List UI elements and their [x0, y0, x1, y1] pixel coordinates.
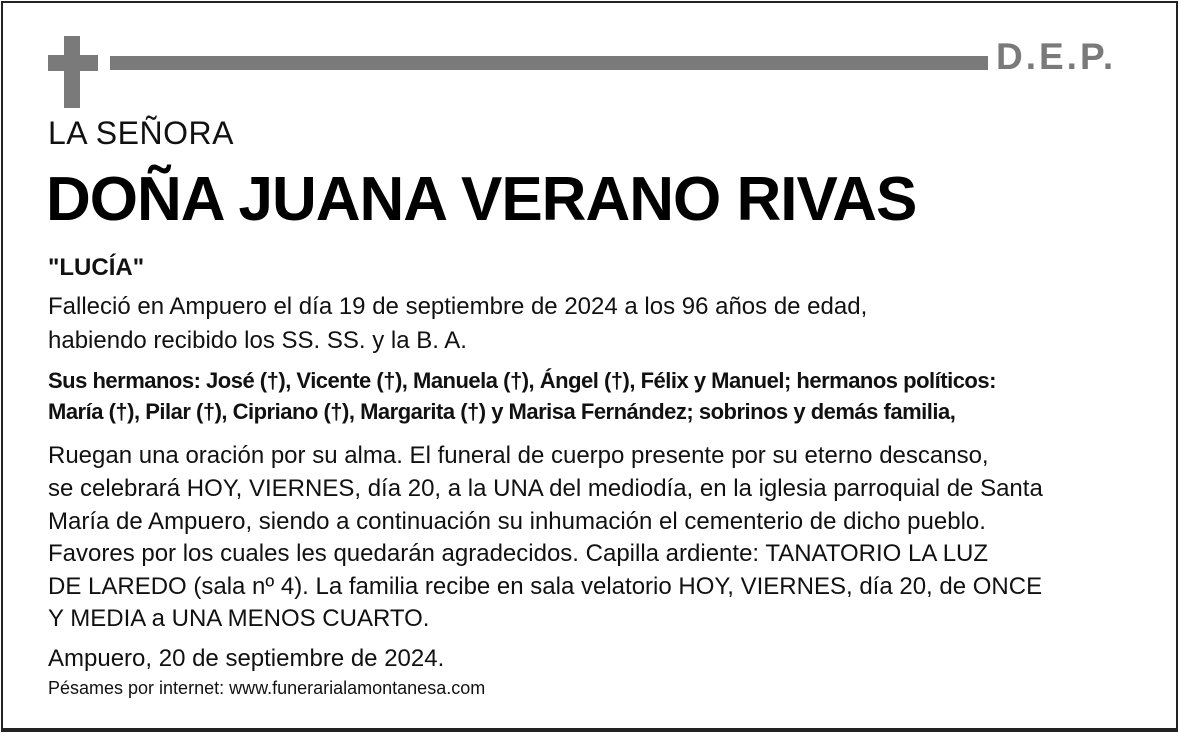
place-date: Ampuero, 20 de septiembre de 2024.	[48, 645, 445, 672]
death-line-2: habiendo recibido los SS. SS. y la B. A.	[48, 327, 467, 354]
body-line-5: DE LAREDO (sala nº 4). La familia recibe en sala velatorio HOY, VIERNES, día 20, de ONCE	[48, 573, 1043, 600]
body-line-1: Ruegan una oración por su alma. El funeral de cuerpo presente por su eterno descanso,	[48, 442, 989, 469]
cross-icon	[48, 36, 98, 108]
header-rule	[110, 56, 988, 70]
family-line-1: Sus hermanos: José (†), Vicente (†), Manuela (†), Ángel (†), Félix y Manuel; hermanos políticos:	[48, 368, 996, 393]
family-line-2: María (†), Pilar (†), Cipriano (†), Margarita (†) y Marisa Fernández; sobrinos y demás familia,	[48, 399, 956, 424]
body-line-3: María de Ampuero, siendo a continuación su inhumación el cementerio de dicho pueblo.	[48, 508, 986, 535]
body-line-6: Y MEDIA a UNA MENOS CUARTO.	[48, 605, 430, 632]
body-line-4: Favores por los cuales les quedarán agradecidos. Capilla ardiente: TANATORIO LA LUZ	[48, 540, 989, 567]
deceased-nickname: "LUCÍA"	[48, 254, 145, 281]
body-line-2: se celebrará HOY, VIERNES, día 20, a la UNA del mediodía, en la iglesia parroquial de Santa	[48, 475, 1043, 502]
condolences-line: Pésames por internet: www.funerarialamontanesa.com	[48, 678, 486, 698]
deceased-title: LA SEÑORA	[48, 115, 234, 151]
death-line-1: Falleció en Ampuero el día 19 de septiembre de 2024 a los 96 años de edad,	[48, 293, 868, 320]
dep-label: D.E.P.	[996, 36, 1117, 77]
deceased-name: DOÑA JUANA VERANO RIVAS	[46, 165, 917, 234]
